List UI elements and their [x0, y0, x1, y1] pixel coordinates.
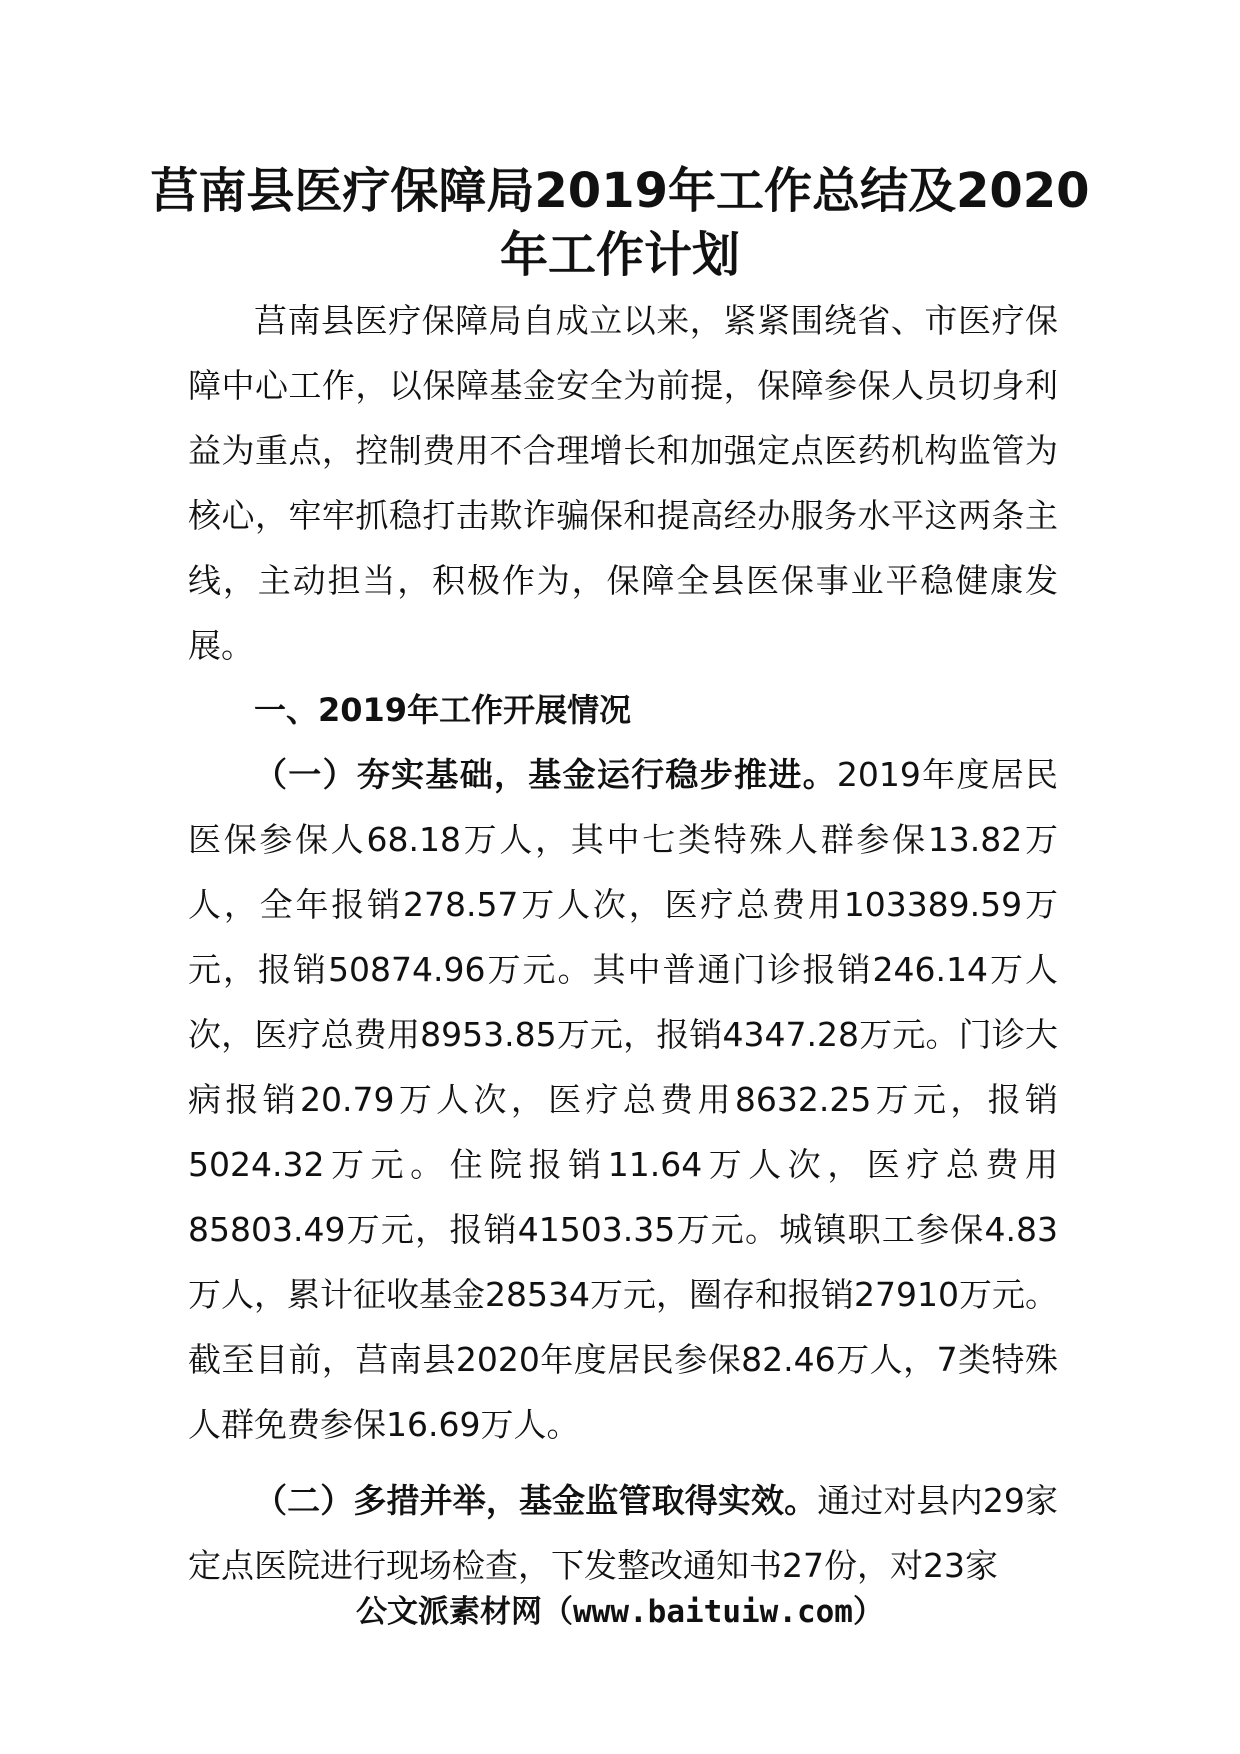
page-footer	[0, 1587, 1240, 1637]
footer-url: （www.baituiw.com）	[542, 1594, 884, 1630]
subsection-2-paragraph	[188, 1468, 1058, 1598]
subsection-1-body: 2019年度居民医保参保人68.18万人，其中七类特殊人群参保13.82万人，全年报销278.57万人次，医疗总费用103389.59万元，报销50874.96万元。其中普通门诊报销246.14万人次，医疗总费用8953.85万元，报销4347.28万元。门诊大病报销20.79万人次，医疗总费用8632.25万元，报销5024.32万元。住院报销11.64万人次，医疗总费用85803.49万元，报销41503.35万元。城镇职工参保4.83万人，累计征收基金28534万元，圈存和报销27910万元。截至目前，莒南县2020年度居民参保82.46万人，7类特殊人群免费参保16.69万人。	[188, 755, 1059, 1444]
document-title-line-1: 莒南县医疗保障局2019年工作总结及2020	[150, 163, 1090, 219]
section-heading: 一、2019年工作开展情况	[254, 691, 632, 729]
subsection-2-lead: （二）多措并举，基金监管取得实效。	[254, 1481, 818, 1520]
document-title-line-2: 年工作计划	[499, 227, 740, 283]
subsection-1-paragraph	[188, 742, 1058, 1457]
footer-site-name: 公文派素材网	[356, 1594, 543, 1630]
intro-paragraph: 莒南县医疗保障局自成立以来，紧紧围绕省、市医疗保障中心工作，以保障基金安全为前提，保障参保人员切身利益为重点，控制费用不合理增长和加强定点医药机构监管为核心，牢牢抓稳打击欺诈骗保和提高经办服务水平这两条主线，主动担当，积极作为，保障全县医保事业平稳健康发展。	[188, 301, 1058, 665]
subsection-2-body: 通过对县内29家定点医院进行现场检查，下发整改通知书27份，对23家	[188, 1481, 1058, 1585]
subsection-1-lead: （一）夯实基础，基金运行稳步推进。	[254, 755, 837, 794]
